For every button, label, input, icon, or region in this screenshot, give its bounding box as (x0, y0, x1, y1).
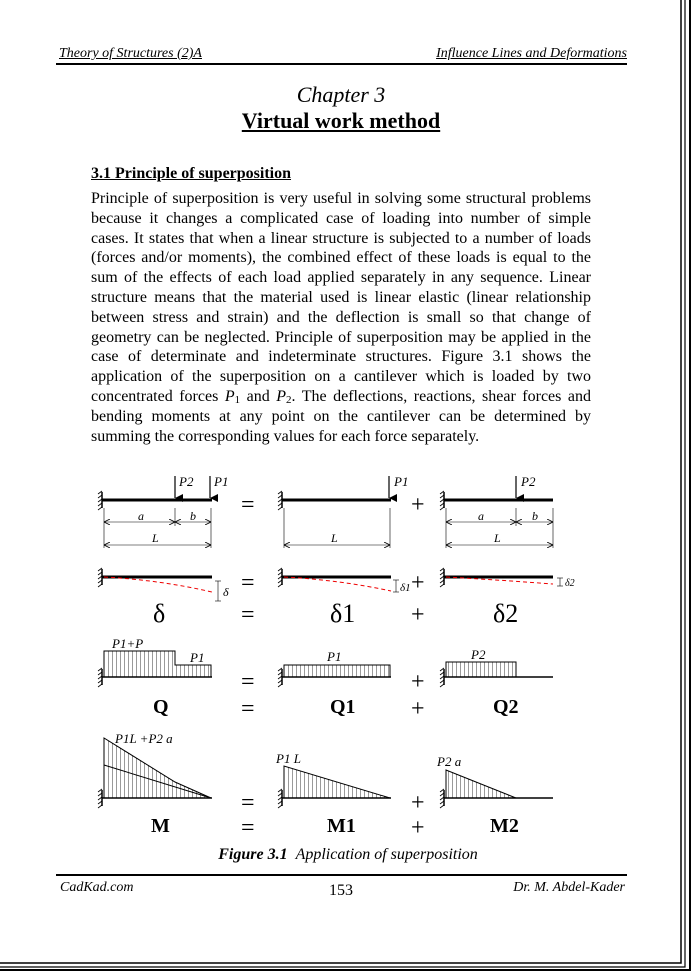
shear-diagram-p2 (446, 662, 516, 677)
header-left: Theory of Structures (2)A (59, 46, 202, 61)
dim-L-case1: L (331, 531, 338, 545)
label-p1L: P1 L (276, 751, 301, 766)
shear-Q1: Q1 (330, 696, 356, 718)
chapter-title (0, 108, 682, 134)
shear-Q2: Q2 (493, 696, 519, 718)
op-eq-5: = (241, 696, 255, 722)
para-p1-symbol: P (224, 387, 235, 405)
label-shear-p1: P1 (190, 650, 205, 665)
dim-L: L (152, 531, 159, 545)
dim-b: b (190, 509, 196, 523)
figure-3-1 (0, 460, 691, 850)
para-text-3: . The deflections, reactions, shear forces and bending moments at any point on the cantilever can be determined by summing the corresponding values for each force separately. (91, 387, 591, 445)
moment-M: M (151, 815, 170, 837)
caption-label: Figure 3.1 (218, 846, 288, 863)
dim-L-case2: L (494, 531, 501, 545)
moment-M2: M2 (490, 815, 519, 837)
dim-a: a (138, 509, 144, 523)
moment-diagram-combined-outer (104, 738, 211, 798)
para-text-2: and (240, 387, 277, 405)
caption-text: Application of superposition (295, 846, 478, 863)
page-number: 153 (329, 882, 353, 899)
shear-row (98, 636, 553, 722)
load-row (98, 474, 553, 548)
chapter-number: Chapter 3 (296, 82, 386, 107)
delta2-small: δ2 (565, 578, 575, 589)
label-shear-p1-case1: P1 (327, 649, 342, 664)
delta-big: δ (153, 599, 166, 628)
op-plus-4: + (411, 669, 425, 695)
op-plus-5: + (411, 696, 425, 722)
delta-small: δ (223, 585, 229, 599)
footer-left: CadKad.com (60, 880, 134, 895)
footer-right: Dr. M. Abdel-Kader (513, 880, 625, 895)
para-text-1: Principle of superposition is very useful in solving some structural problems because it changes a complicated case of loading into number of simple cases. It states that when a linear structure is subjected to a number of loads (forces and/or moments), the combined effect of these loads is equal to the sum of the effects of each load applied separately in any sequence. Linear structure means that the material used is linear elastic (linear relationship between stress and strain) and the deflection is small so that change of geometry can be neglected. Principle of superposition may be applied in the case of determinate and indeterminate structures. Figure 3.1 shows the application of the superposition on a cantilever which is loaded by two concentrated forces (91, 190, 591, 405)
op-eq-1: = (241, 492, 255, 518)
dim-a-case2: a (478, 509, 484, 523)
op-eq-2: = (241, 570, 255, 596)
moment-diagram-p1 (284, 766, 390, 798)
para-p2-symbol: P (276, 387, 286, 405)
header-rule (56, 63, 627, 65)
moment-M1: M1 (327, 815, 356, 837)
delta1-small: δ1 (400, 582, 411, 594)
label-p2-case2: P2 (521, 474, 536, 489)
shear-diagram-p1 (284, 665, 390, 677)
deflected-shape (104, 577, 212, 592)
op-eq-7: = (241, 815, 255, 841)
chapter-title-text: Virtual work method (241, 108, 441, 133)
op-plus-6: + (411, 790, 425, 816)
label-p1-plus-p: P1+P (112, 636, 144, 651)
para-p1-sub: 1 (234, 393, 241, 406)
moment-diagram-p2 (446, 770, 516, 798)
section-heading: 3.1 Principle of superposition (91, 165, 292, 182)
moment-row (98, 731, 553, 841)
label-shear-p2: P2 (471, 647, 486, 662)
section-paragraph (91, 189, 591, 446)
label-p2: P2 (179, 474, 194, 489)
deflection-row (98, 568, 575, 628)
figure-caption (0, 846, 691, 864)
op-eq-6: = (241, 790, 255, 816)
delta2-big: δ2 (493, 599, 519, 628)
shear-Q: Q (153, 696, 169, 718)
op-plus-1: + (411, 492, 425, 518)
dim-b-case2: b (532, 509, 538, 523)
header-right: Influence Lines and Deformations (436, 46, 627, 61)
op-eq-3: = (241, 602, 255, 628)
label-p2a: P2 a (437, 754, 462, 769)
para-p2-sub: 2 (286, 393, 292, 406)
op-plus-2: + (411, 570, 425, 596)
label-combined-moment: P1L +P2 a (115, 731, 173, 746)
label-p1-case1: P1 (394, 474, 409, 489)
footer-rule (56, 874, 627, 876)
delta1-big: δ1 (330, 599, 356, 628)
op-plus-3: + (411, 602, 425, 628)
op-eq-4: = (241, 669, 255, 695)
label-p1: P1 (214, 474, 229, 489)
op-plus-7: + (411, 815, 425, 841)
